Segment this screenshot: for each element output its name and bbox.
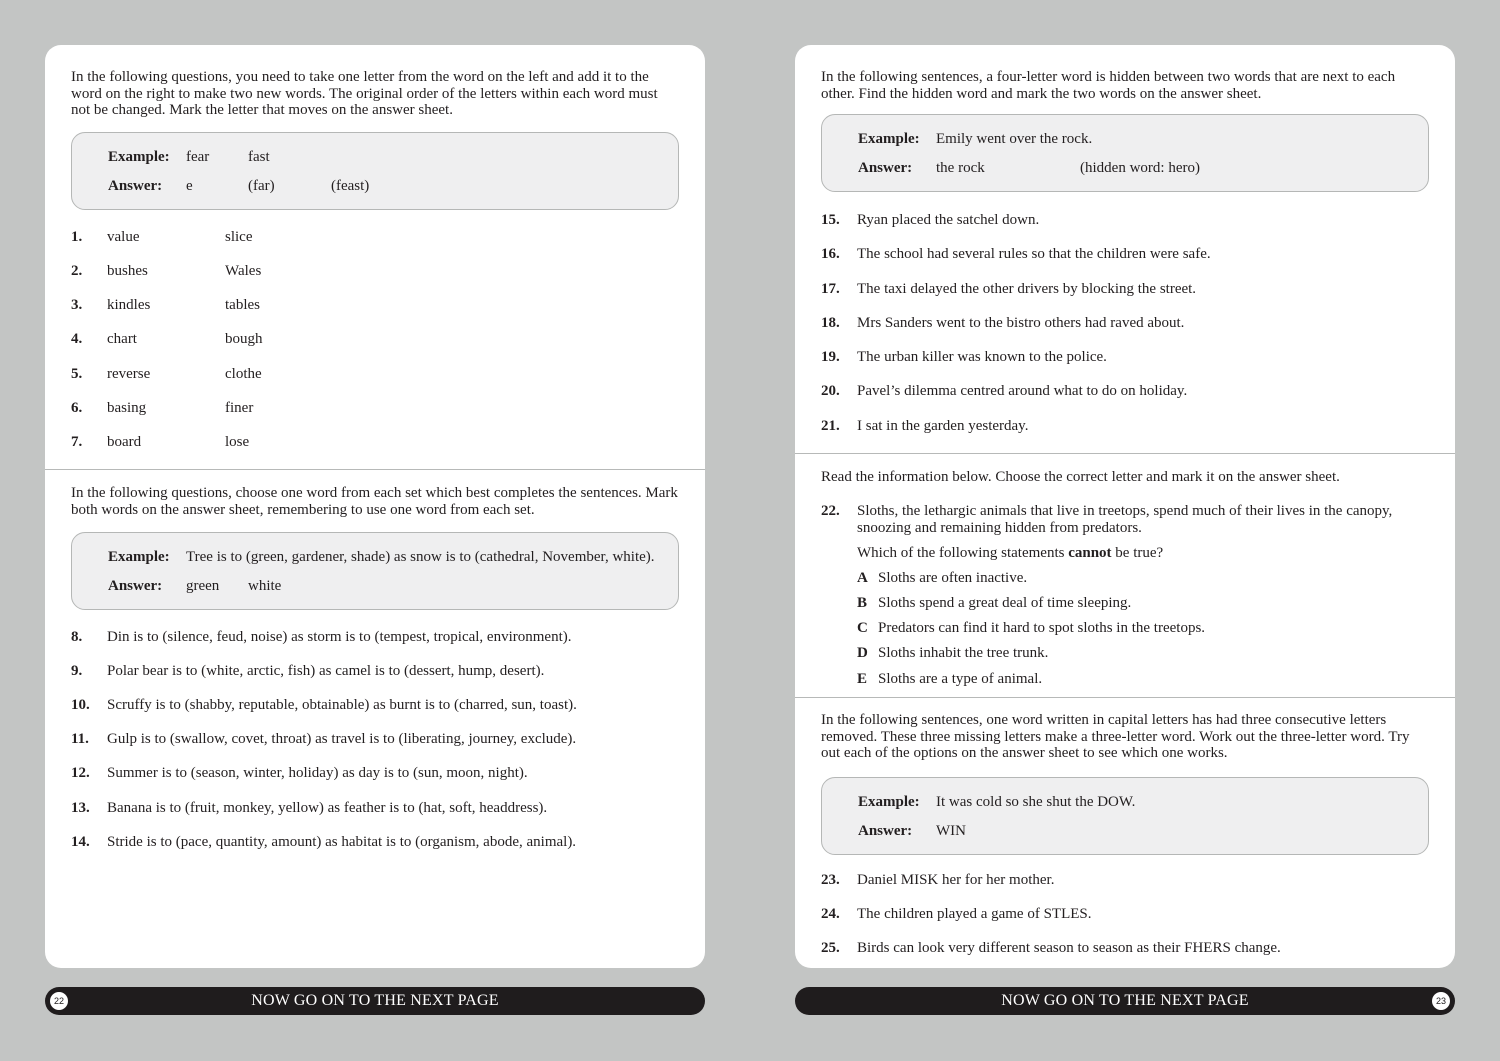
instruction-text: Read the information below. Choose the correct letter and mark it on the answer sheet. xyxy=(821,469,1340,485)
example-box xyxy=(821,114,1429,192)
option-letter: B xyxy=(857,595,868,611)
left-footer-bar xyxy=(45,987,705,1015)
answer-label: Answer: xyxy=(858,160,913,176)
option-text: Sloths are a type of animal. xyxy=(878,671,1043,687)
section-divider xyxy=(795,697,1455,698)
question-text: Polar bear is to (white, arctic, fish) as camel is to (dessert, hump, desert). xyxy=(107,663,545,679)
option-letter: D xyxy=(857,645,868,661)
example-label: Example: xyxy=(108,149,170,165)
page-number: 23 xyxy=(1432,992,1450,1010)
question-text: Daniel MISK her for her mother. xyxy=(857,872,1055,888)
question-number: 9. xyxy=(71,663,83,679)
answer-letter: e xyxy=(186,178,193,194)
example-word-left: fear xyxy=(186,149,210,165)
question-number: 7. xyxy=(71,434,83,450)
question-number: 1. xyxy=(71,229,83,245)
section-divider xyxy=(45,469,705,470)
example-label: Example: xyxy=(108,549,170,565)
question-text: Scruffy is to (shabby, reputable, obtainable) as burnt is to (charred, sun, toast). xyxy=(107,697,577,713)
answer-note: (hidden word: hero) xyxy=(1080,160,1200,176)
section-divider xyxy=(795,453,1455,454)
word-right: Wales xyxy=(225,263,262,279)
question-number: 5. xyxy=(71,366,83,382)
question-number: 15. xyxy=(821,212,840,228)
question-number: 21. xyxy=(821,418,840,434)
word-right: slice xyxy=(225,229,253,245)
example-box xyxy=(71,532,679,610)
example-word-right: fast xyxy=(248,149,270,165)
question-text: The taxi delayed the other drivers by blocking the street. xyxy=(857,281,1197,297)
question-number: 25. xyxy=(821,940,840,956)
answer-label: Answer: xyxy=(858,823,913,839)
question-text: Stride is to (pace, quantity, amount) as habitat is to (organism, abode, animal). xyxy=(107,834,577,850)
answer-new-word-right: (feast) xyxy=(331,178,370,194)
question-text: Pavel’s dilemma centred around what to do on holiday. xyxy=(857,383,1188,399)
option-text: Predators can find it hard to spot sloths in the treetops. xyxy=(878,620,1206,636)
question-number: 11. xyxy=(71,731,89,747)
example-sentence: Emily went over the rock. xyxy=(936,131,1093,147)
example-box xyxy=(71,132,679,210)
question-number: 19. xyxy=(821,349,840,365)
prompt-emphasis: cannot xyxy=(1068,545,1112,561)
right-page xyxy=(795,45,1455,968)
question-number: 4. xyxy=(71,331,83,347)
question-text: The children played a game of STLES. xyxy=(857,906,1092,922)
answer-word-1: green xyxy=(186,578,220,594)
prompt-before: Which of the following statements xyxy=(857,545,1069,561)
word-left: reverse xyxy=(107,366,151,382)
question-number: 24. xyxy=(821,906,840,922)
word-left: bushes xyxy=(107,263,148,279)
question-text: Gulp is to (swallow, covet, throat) as travel is to (liberating, journey, exclude). xyxy=(107,731,577,747)
word-left: board xyxy=(107,434,142,450)
option-letter: C xyxy=(857,620,868,636)
question-number: 6. xyxy=(71,400,83,416)
instruction-text: In the following sentences, one word written in capital letters has had three consecutive letters removed. These three missing letters make a three-letter word. Work out the three-letter word. Try out each of the options on the answer sheet to see which one works. xyxy=(821,712,1410,761)
question-number: 17. xyxy=(821,281,840,297)
answer-word: WIN xyxy=(936,823,966,839)
next-page-banner: NOW GO ON TO THE NEXT PAGE xyxy=(1001,992,1249,1009)
question-number: 13. xyxy=(71,800,90,816)
question-number: 14. xyxy=(71,834,90,850)
page-number: 22 xyxy=(50,992,68,1010)
word-left: basing xyxy=(107,400,147,416)
option-letter: E xyxy=(857,671,868,687)
answer-new-word-left: (far) xyxy=(248,178,275,194)
option-text: Sloths are often inactive. xyxy=(878,570,1028,586)
word-right: finer xyxy=(225,400,254,416)
question-text: Summer is to (season, winter, holiday) as day is to (sun, moon, night). xyxy=(107,765,528,781)
word-left: kindles xyxy=(107,297,151,313)
next-page-banner: NOW GO ON TO THE NEXT PAGE xyxy=(251,992,499,1009)
example-sentence: Tree is to (green, gardener, shade) as snow is to (cathedral, November, white). xyxy=(186,549,655,565)
question-text: Banana is to (fruit, monkey, yellow) as feather is to (hat, soft, headdress). xyxy=(107,800,548,816)
option-text: Sloths inhabit the tree trunk. xyxy=(878,645,1049,661)
question-prompt-text xyxy=(857,545,1435,562)
word-right: clothe xyxy=(225,366,262,382)
question-number: 18. xyxy=(821,315,840,331)
question-number: 2. xyxy=(71,263,83,279)
example-sentence: It was cold so she shut the DOW. xyxy=(936,794,1136,810)
question-text: Birds can look very different season to season as their FHERS change. xyxy=(857,940,1281,956)
question-number: 16. xyxy=(821,246,840,262)
question-number: 3. xyxy=(71,297,83,313)
question-text: I sat in the garden yesterday. xyxy=(857,418,1029,434)
answer-label: Answer: xyxy=(108,578,163,594)
example-label: Example: xyxy=(858,794,920,810)
word-right: bough xyxy=(225,331,263,347)
question-text: Sloths, the lethargic animals that live in treetops, spend much of their lives in the canopy, snoozing and remaining hidden from predators. xyxy=(857,503,1393,536)
word-right: lose xyxy=(225,434,250,450)
right-footer-bar xyxy=(795,987,1455,1015)
question-text: The school had several rules so that the children were safe. xyxy=(857,246,1211,262)
prompt-after: be true? xyxy=(1111,545,1164,561)
question-number: 10. xyxy=(71,697,90,713)
question-text: Ryan placed the satchel down. xyxy=(857,212,1040,228)
answer-word-2: white xyxy=(248,578,282,594)
question-number: 8. xyxy=(71,629,83,645)
word-left: chart xyxy=(107,331,137,347)
question-number: 20. xyxy=(821,383,840,399)
question-text: Din is to (silence, feud, noise) as storm is to (tempest, tropical, environment). xyxy=(107,629,572,645)
word-right: tables xyxy=(225,297,260,313)
answer-words: the rock xyxy=(936,160,985,176)
example-box xyxy=(821,777,1429,855)
instruction-text: In the following questions, choose one word from each set which best completes the sentences. Mark both words on the answer sheet, remembering to use one word from each set. xyxy=(71,485,678,518)
option-text: Sloths spend a great deal of time sleeping. xyxy=(878,595,1132,611)
instruction-text: In the following questions, you need to take one letter from the word on the left and add it to the word on the right to make two new words. The original order of the letters within each word must not be changed. Mark the letter that moves on the answer sheet. xyxy=(71,69,658,118)
question-text: Mrs Sanders went to the bistro others had raved about. xyxy=(857,315,1185,331)
option-letter: A xyxy=(857,570,868,586)
instruction-text: In the following sentences, a four-letter word is hidden between two words that are next to each other. Find the hidden word and mark the two words on the answer sheet. xyxy=(821,69,1396,102)
left-page xyxy=(45,45,705,968)
question-text: The urban killer was known to the police. xyxy=(857,349,1107,365)
word-left: value xyxy=(107,229,140,245)
example-label: Example: xyxy=(858,131,920,147)
question-number: 12. xyxy=(71,765,90,781)
question-number: 23. xyxy=(821,872,840,888)
answer-label: Answer: xyxy=(108,178,163,194)
question-number: 22. xyxy=(821,503,840,519)
